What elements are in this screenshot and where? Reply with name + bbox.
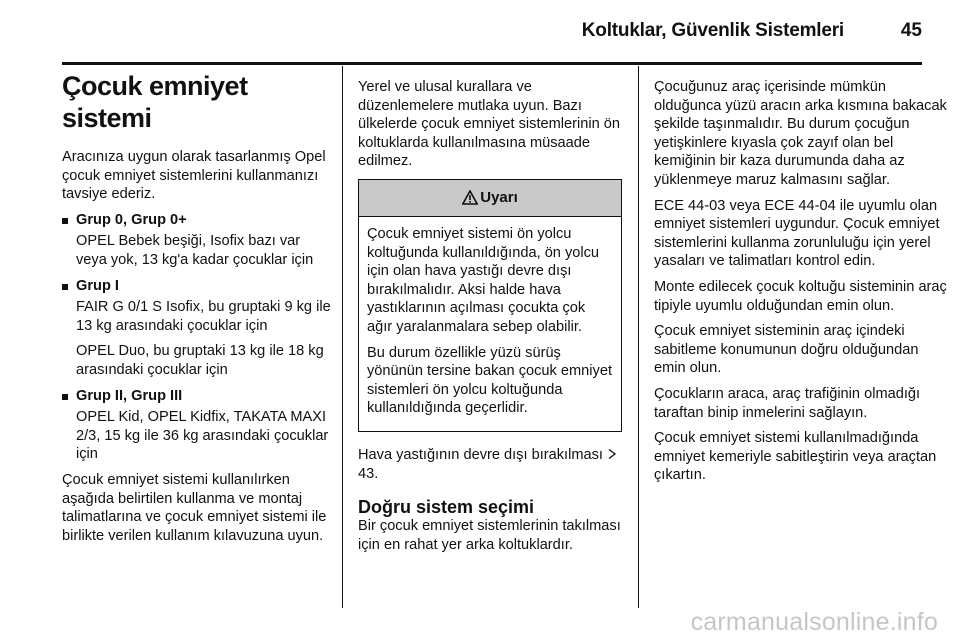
bullet-square-icon: [62, 284, 68, 290]
header-rule: [62, 62, 922, 65]
intro-paragraph: Aracınıza uygun olarak tasarlanmış Opel çocuk emniyet sistemlerini kullanmanızı tavsiye ederiz.: [62, 149, 326, 203]
warning-paragraph: Çocuk emniyet sistemi ön yolcu koltuğunda kullanıldığında, ön yolcu için olan hava yastığı devre dışı bırakılmalıdır. Aksi halde hava yastıklarının açılması çocukta çok ağır yaralanmalara sebep olabilir.: [367, 225, 600, 335]
airbag-text: Hava yastığının devre dışı bırakılması: [358, 446, 603, 463]
page-number: 45: [900, 20, 922, 41]
bullet-square-icon: [62, 218, 68, 224]
subheading: Doğru sistem seçimi: [358, 497, 535, 518]
intro-paragraph: Yerel ve ulusal kurallara ve düzenlemelere mutlaka uyun. Bazı ülkelerde çocuk emniyet sistemlerinin ön koltuklarda kullanılmasına müsaade edilmez.: [358, 79, 620, 170]
paragraph: Çocukların araca, araç trafiğinin olmadığı taraftan binip inmelerini sağlayın.: [654, 385, 921, 421]
warning-body: [359, 217, 621, 431]
paragraph: Çocuk emniyet sistemi kullanılmadığında emniyet kemeriyle sabitleştirin veya araçtan çıkartın.: [654, 430, 937, 484]
outro-paragraph: Çocuk emniyet sistemi kullanılırken aşağıda belirtilen kullanma ve montaj talimatlarına ve çocuk emniyet sistemi ile birlikte verilen kullanım kılavuzuna uyun.: [62, 471, 327, 544]
bullet-label: Grup 0, Grup 0+: [76, 211, 187, 228]
airbag-page-ref[interactable]: 43.: [358, 465, 379, 482]
column-divider-right: [638, 66, 639, 608]
subheading-text: Bir çocuk emniyet sistemlerinin takılması için en rahat yer arka koltuklardır.: [358, 518, 621, 553]
warning-box: [358, 179, 622, 432]
column-1: [62, 70, 332, 552]
paragraph: Çocuğunuz araç içerisinde mümkün olduğunca yüzü aracın arka kısmına bakacak şekilde taşınmalıdır. Bu durum çocuğun yetişkinlere kıyasla çok zayıf olan bel kemiğinin bir kaza durumunda daha az yüklenmeye maruz kalmasını sağlar.: [654, 79, 947, 188]
group-description: FAIR G 0/1 S Isofix, bu gruptaki 9 kg ile 13 kg arasındaki çocuklar için: [76, 299, 331, 334]
bullet-square-icon: [62, 394, 68, 400]
paragraph: ECE 44-03 veya ECE 44-04 ile uyumlu olan emniyet sistemleri uygundur. Çocuk emniyet sistemlerini kullanma zorunluluğu için yerel yasaları ve talimatları kontrol edin.: [654, 197, 940, 270]
column-divider-left: [342, 66, 343, 608]
paragraph: Monte edilecek çocuk koltuğu sisteminin araç tipiyle uyumlu olduğundan emin olun.: [654, 278, 947, 314]
bullet-group-0: [62, 211, 332, 230]
page-header-title: Koltuklar, Güvenlik Sistemleri: [581, 20, 844, 41]
warning-title: Uyarı: [480, 188, 518, 206]
warning-triangle-icon: [462, 190, 478, 205]
group-description: OPEL Duo, bu gruptaki 13 kg ile 18 kg arasındaki çocuklar için: [76, 343, 324, 378]
group-description: OPEL Kid, OPEL Kidfix, TAKATA MAXI 2/3, 15 kg ile 36 kg arasındaki çocuklar için: [76, 409, 329, 463]
airbag-reference: [358, 446, 624, 483]
warning-paragraph: Bu durum özellikle yüzü sürüş yönünün tersine bakan çocuk emniyet sistemleri ön yolcu koltuğunda kullanıldığında geçerlidir.: [367, 344, 613, 417]
watermark: carmanualsonline.info: [690, 608, 938, 636]
bullet-group-2-3: [62, 387, 332, 406]
bullet-label: Grup I: [76, 277, 119, 294]
warning-header: [359, 180, 621, 217]
column-2: [358, 78, 624, 561]
paragraph: Çocuk emniyet sisteminin araç içindeki sabitleme konumunun doğru olduğundan emin olun.: [654, 323, 919, 377]
page-reference-arrow-icon: [607, 448, 617, 460]
bullet-label: Grup II, Grup III: [76, 387, 183, 404]
bullet-group-1: [62, 277, 332, 296]
section-title: Çocuk emniyet sistemi: [62, 71, 248, 133]
group-description: OPEL Bebek beşiği, Isofix bazı var veya yok, 13 kg'a kadar çocuklar için: [76, 233, 314, 268]
page-header: [0, 0, 960, 62]
column-3: [654, 78, 954, 492]
